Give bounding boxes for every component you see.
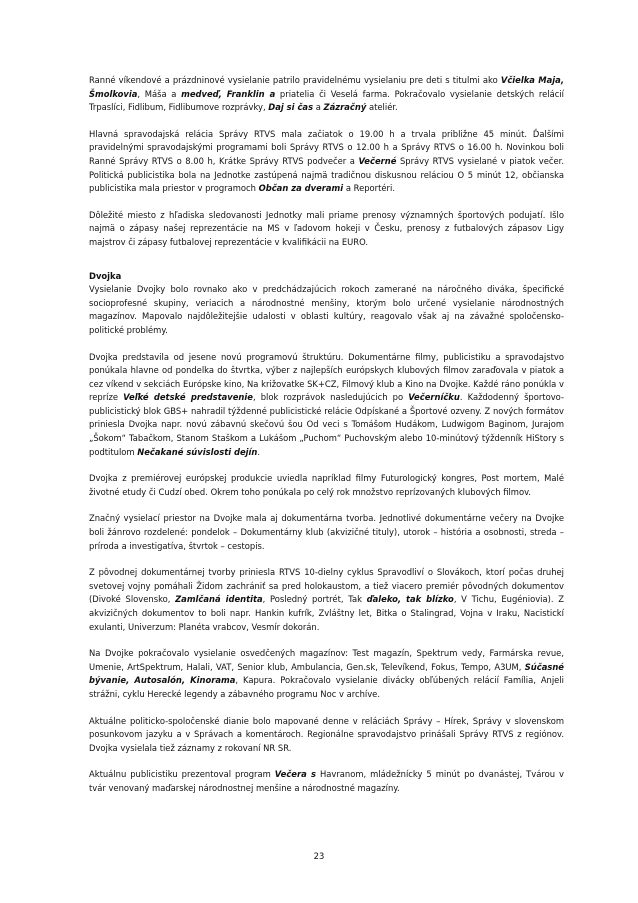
paragraph <box>89 472 564 499</box>
emphasized-title: Zamlčaná identita <box>175 594 263 605</box>
emphasized-title: Večerníčku <box>408 392 460 403</box>
text-run: . Každodenný športovo-publicistický blok GBS+ nahradil týždenné publicistické relácie Odpískané a Športové ozveny. Z nových formátov priniesla Dvojka napr. novú zábavnú skečovú šou Od veci s Tomášom Hudákom, Ludwigom Baginom, Jurajom „Šokom“ Tabačkom, Stanom Staškom a Lukášom „Puchom“ Puchovským alebo 10-minútový týždenník HiStory s podtitulom <box>89 392 564 457</box>
section-gap <box>89 263 564 270</box>
text-run: Hlavná spravodajská relácia Správy RTVS mala začiatok o 19.00 h a trvala približne 45 minút. Ďalšími pravidelnými spravodajskými programami boli Správy RTVS o 12.00 h a Správy RTVS o 16.00 h. Novinkou boli Ranné Správy RTVS o 8.00 h, Krátke Správy RTVS podvečer a <box>89 128 564 166</box>
text-run: , Máša a <box>137 88 182 99</box>
text-run: a Reportéri. <box>343 183 395 194</box>
emphasized-title: Večerné <box>358 155 397 166</box>
text-run: Aktuálne politicko-spoločenské dianie bolo mapované denne v reláciách Správy – Hírek, Správy v slovenskom posunkovom jazyku a v Správach a komentároch. Regionálne spravodajstvo prinášali Správy RTVS z regiónov. Dvojka vysielala tiež záznamy z rokovaní NR SR. <box>89 715 564 753</box>
text-run: ateliér. <box>366 102 398 113</box>
text-run: Vysielanie Dvojky bolo rovnako ako v predchádzajúcich rokoch zamerané na náročného diváka, špecifické socioprofesné skupiny, veriacich a národnostné menšiny, ktorým bolo určené vysielanie národnostných magazínov. Mapovalo najdôležitejšie udalosti v oblasti kultúry, reagovalo však aj na závažné spoločensko-politické problémy. <box>89 284 564 335</box>
emphasized-title: Zázračný <box>323 102 367 113</box>
text-run: , Posledný portrét, Tak <box>262 594 367 605</box>
section-heading: Dvojka <box>89 270 122 281</box>
text-run: Ranné víkendové a prázdninové vysielanie patrilo pravidelnému vysielaniu pre deti s titulmi ako <box>89 75 501 85</box>
emphasized-title: Nečakané súvislosti dejín <box>137 446 258 457</box>
paragraph <box>89 283 564 337</box>
emphasized-title: Daj si čas <box>268 102 314 113</box>
text-run: Dôležité miesto z hľadiska sledovanosti Jednotky mali priame prenosy významných športových podujatí. Išlo najmä o zápasy našej reprezentácie na MS v ľadovom hokeji v Česku, prenosy z futbalových zápasov Ligy majstrov či zápasy futbalovej reprezentácie v kvalifikácii na EURO. <box>89 209 564 247</box>
text-run: a <box>313 102 324 113</box>
text-run: Na Dvojke pokračovalo vysielanie osvedčených magazínov: Test magazín, Spektrum vedy, Farmárska revue, Umenie, ArtSpektrum, Halali, VAT, Senior klub, Ambulancia, Gen.sk, Televíkend, Fokus, Tempo, A3UM, <box>89 648 564 672</box>
paragraph <box>89 209 564 250</box>
text-run: Správy RTVS vysielané v piatok večer. Politická publicistika bola na Jednotke zastúpená najmä tradičnou diskusnou reláciou O 5 minút 12, občianska publicistika mala priestor v programoch <box>89 155 564 194</box>
text-run: Havranom, mládežnícky 5 minút po dvanástej, Tvárou v tvár venovaný maďarskej národnostnej menšine a národnostné magazíny. <box>89 769 564 793</box>
paragraph <box>89 74 564 115</box>
text-run: , V Tichu, Eugéniovia). Z akvizičných dokumentov to boli napr. Hankin kufrík, Zvláštny let, Bitka o Stalingrad, Vojna v Iraku, Nacistickí exulanti, Univerzum: Planéta vrabcov, Vesmír dokorán. <box>89 594 564 632</box>
paragraph <box>89 647 564 701</box>
page-number: 23 <box>313 851 325 861</box>
emphasized-title: Súčasné bývanie, Autosalón, Kinorama <box>89 661 564 686</box>
text-run: Dvojka z premiérovej európskej produkcie uviedla napríklad filmy Futurologický kongres, Post mortem, Malé životné etudy či Cudzí obed. Okrem toho ponúkala po celý rok množstvo reprízovaných klubových filmov. <box>89 473 564 497</box>
emphasized-title: medveď, Franklin a <box>181 88 276 99</box>
paragraph <box>89 566 564 634</box>
paragraph <box>89 512 564 553</box>
paragraph <box>89 768 564 795</box>
paragraph <box>89 128 564 196</box>
text-run: Z pôvodnej dokumentárnej tvorby priniesla RTVS 10-dielny cyklus Spravodliví o Slovákoch, ktorí počas druhej svetovej vojny pomáhali Židom zachrániť sa pred holokaustom, a tiež viacero premiér pôvodných dokumentov (Divoké Slovensko, <box>89 567 564 605</box>
text-run: priatelia či Veselá farma. Pokračovalo vysielanie detských relácií Trpaslíci, Fidlibum, Fidlibumove rozprávky, <box>89 88 564 113</box>
text-run: , Kapura. Pokračovalo vysielanie divácky obľúbených relácií Família, Anjeli strážni, cyklu Herecké legendy a zábavného programu Noc v archíve. <box>89 675 564 699</box>
emphasized-title: Včielka Maja, Šmolkovia <box>89 75 564 99</box>
text-run: , blok rozprávok nasledujúcich po <box>252 392 409 403</box>
emphasized-title: Veľké detské predstavenie <box>123 392 253 403</box>
text-run: Značný vysielací priestor na Dvojke mala aj dokumentárna tvorba. Jednotlivé dokumentárne večery na Dvojke boli žánrovo rozdelené: pondelok – Dokumentárny klub (akvizičné tituly), utorok – história a osobnosti, streda – príroda a investigatíva, štvrtok – cestopis. <box>89 513 564 551</box>
text-run: Aktuálnu publicistiku prezentoval program <box>89 769 275 780</box>
document-body <box>89 74 564 809</box>
paragraph <box>89 351 564 460</box>
text-run: . <box>257 446 261 457</box>
emphasized-title: ďaleko, tak blízko <box>366 594 454 605</box>
emphasized-title: Občan za dverami <box>258 183 344 194</box>
text-run: Dvojka predstavila od jesene novú programovú štruktúru. Dokumentárne filmy, publicistiku a spravodajstvo ponúkala hlavne od pondelka do štvrtka, výber z najlepších európskych klubových filmov zaraďovala v piatok a cez víkend v sekciách Európske kino, Na križovatke SK+CZ, Filmový klub a Kino na Dvojke. Každé ráno ponúkla v repríze <box>89 351 564 403</box>
emphasized-title: Večera s <box>274 769 316 780</box>
paragraph <box>89 715 564 756</box>
